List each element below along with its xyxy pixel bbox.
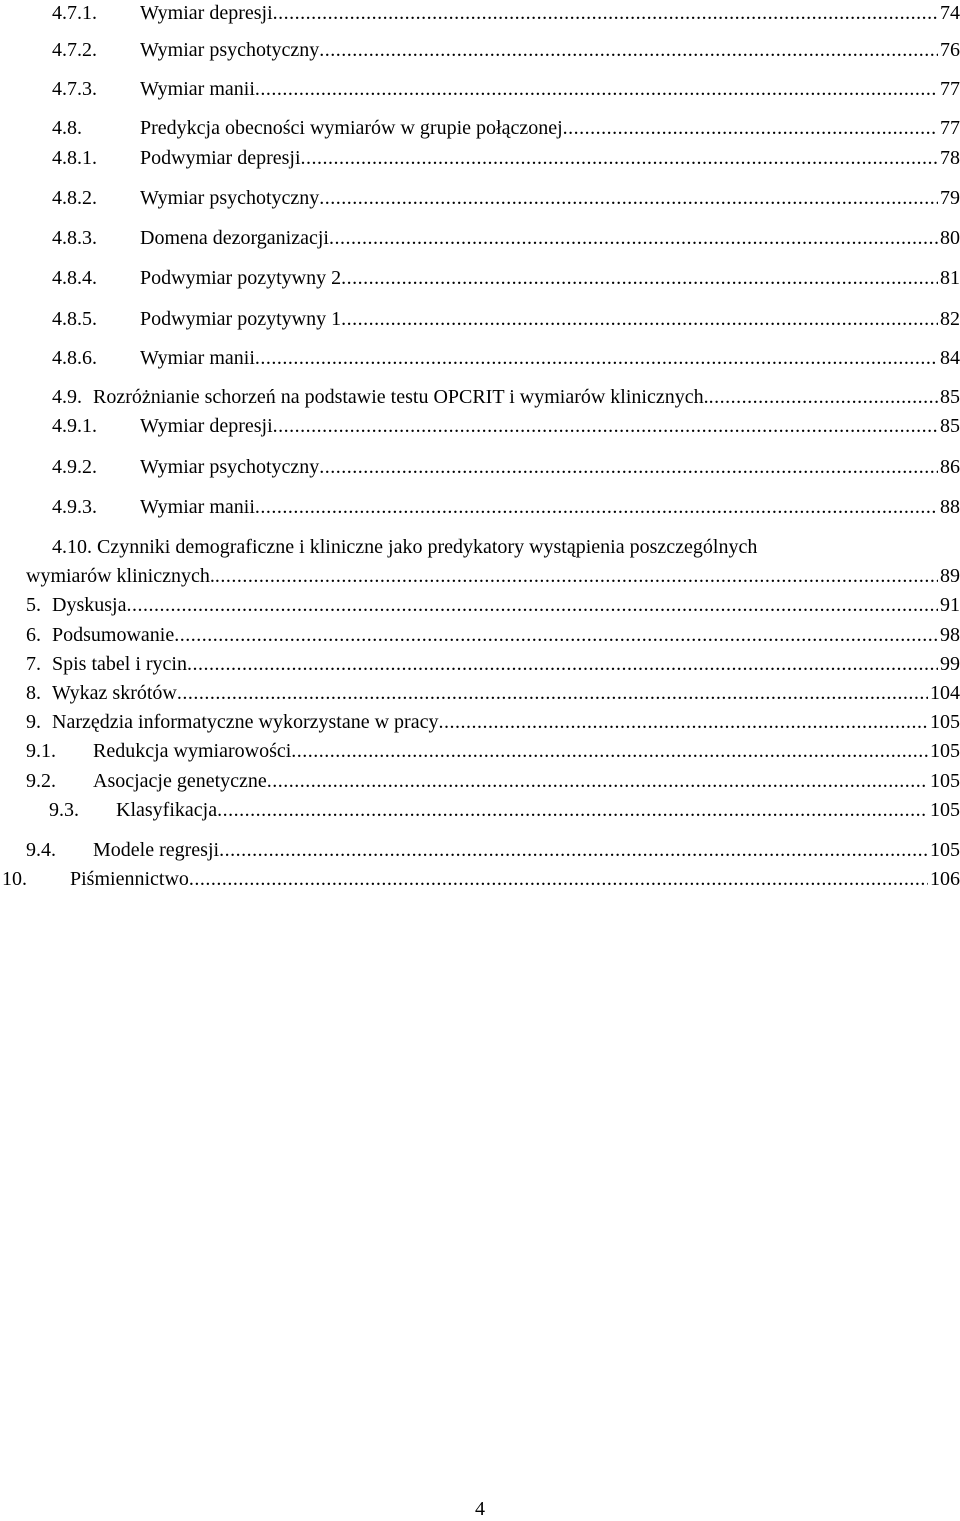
- dot-leader: [273, 413, 938, 439]
- toc-number: 4.9.2.: [52, 456, 97, 478]
- toc-title-continuation: wymiarów klinicznych.: [26, 565, 215, 587]
- toc-title: Wymiar manii: [140, 496, 255, 518]
- toc-number: 4.9.3.: [52, 496, 97, 518]
- toc-entry[interactable]: [0, 413, 960, 439]
- dot-leader: [319, 37, 938, 63]
- toc-entry[interactable]: [0, 738, 960, 764]
- toc-title: Podsumowanie: [52, 624, 175, 646]
- toc-number: 4.7.2.: [52, 39, 97, 61]
- toc-title: Asocjacje genetyczne: [93, 770, 267, 792]
- toc-page-number: 98: [940, 624, 960, 646]
- toc-page-number: 88: [940, 496, 960, 518]
- toc-title: Wymiar manii: [140, 78, 255, 100]
- toc-number: 7.: [26, 653, 41, 675]
- toc-title: Wymiar depresji: [140, 2, 273, 24]
- toc-page-number: 76: [940, 39, 960, 61]
- toc-page-number: 104: [930, 682, 960, 704]
- toc-number: 4.8.5.: [52, 308, 97, 330]
- toc-title: Czynniki demograficzne i kliniczne jako predykatory wystąpienia poszczególnych: [97, 536, 758, 558]
- toc-entry[interactable]: [0, 306, 960, 332]
- toc-number: 4.7.3.: [52, 78, 97, 100]
- toc-number: 6.: [26, 624, 41, 646]
- toc-number: 4.8.3.: [52, 227, 97, 249]
- toc-entry[interactable]: [0, 592, 960, 618]
- toc-entry[interactable]: [0, 265, 960, 291]
- toc-entry[interactable]: [0, 651, 960, 677]
- toc-page-number: 105: [930, 839, 960, 861]
- dot-leader: [255, 494, 938, 520]
- toc-entry[interactable]: [0, 225, 960, 251]
- toc-title: Spis tabel i rycin: [52, 653, 187, 675]
- dot-leader: [319, 454, 938, 480]
- toc-entry[interactable]: [0, 37, 960, 63]
- toc-number: 9.3.: [49, 799, 79, 821]
- toc-page-number: 105: [930, 740, 960, 762]
- toc-number: 4.8.6.: [52, 347, 97, 369]
- toc-number: 4.7.1.: [52, 2, 97, 24]
- toc-page-number: 105: [930, 711, 960, 733]
- toc-entry[interactable]: [0, 0, 960, 26]
- dot-leader: [319, 185, 938, 211]
- dot-leader: [255, 76, 938, 102]
- dot-leader: [126, 592, 938, 618]
- dot-leader: [341, 306, 938, 332]
- toc-title: Podwymiar depresji: [140, 147, 301, 169]
- toc-number: 8.: [26, 682, 41, 704]
- toc-entry[interactable]: [0, 145, 960, 171]
- dot-leader: [301, 145, 938, 171]
- toc-number: 4.10.: [52, 536, 92, 558]
- toc-entry[interactable]: [0, 866, 960, 892]
- toc-number: 10.: [2, 868, 27, 890]
- dot-leader: [267, 768, 928, 794]
- toc-page-number: 77: [940, 78, 960, 100]
- toc-page-number: 86: [940, 456, 960, 478]
- dot-leader: [174, 622, 938, 648]
- toc-number: 4.8.: [52, 117, 82, 139]
- toc-page-number: 74: [940, 2, 960, 24]
- toc-title: Piśmiennictwo: [70, 868, 189, 890]
- toc-title: Wykaz skrótów: [52, 682, 177, 704]
- toc-entry[interactable]: [0, 797, 960, 823]
- dot-leader: [187, 651, 938, 677]
- toc-entry[interactable]: [0, 534, 960, 560]
- dot-leader: [217, 797, 928, 823]
- toc-entry[interactable]: [0, 837, 960, 863]
- toc-page-number: 99: [940, 653, 960, 675]
- toc-page-number: 77: [940, 117, 960, 139]
- toc-page-number: 85: [940, 415, 960, 437]
- toc-number: 4.9.1.: [52, 415, 97, 437]
- toc-page-number: 85: [940, 386, 960, 408]
- dot-leader: [341, 265, 938, 291]
- toc-number: 9.2.: [26, 770, 56, 792]
- toc-entry[interactable]: [0, 345, 960, 371]
- toc-page-number: 84: [940, 347, 960, 369]
- toc-number: 5.: [26, 594, 41, 616]
- toc-title: Wymiar psychotyczny: [140, 39, 320, 61]
- toc-entry[interactable]: [0, 494, 960, 520]
- toc-number: 9.1.: [26, 740, 56, 762]
- toc-entry-continuation[interactable]: [0, 563, 960, 589]
- dot-leader: [273, 0, 938, 26]
- toc-page-number: 89: [940, 565, 960, 587]
- toc-page-number: 105: [930, 770, 960, 792]
- toc-entry[interactable]: [0, 622, 960, 648]
- toc-entry[interactable]: [0, 185, 960, 211]
- dot-leader: [709, 384, 938, 410]
- toc-page-number: 105: [930, 799, 960, 821]
- toc-title: Wymiar manii: [140, 347, 255, 369]
- dot-leader: [177, 680, 928, 706]
- toc-title: Wymiar depresji: [140, 415, 273, 437]
- toc-number: 4.8.2.: [52, 187, 97, 209]
- page-number-footer: 4: [475, 1498, 485, 1520]
- dot-leader: [255, 345, 938, 371]
- toc-title: Podwymiar pozytywny 1: [140, 308, 342, 330]
- dot-leader: [219, 837, 928, 863]
- toc-entry[interactable]: [0, 680, 960, 706]
- toc-title: Narzędzia informatyczne wykorzystane w pracy: [52, 711, 439, 733]
- toc-entry[interactable]: [0, 115, 960, 141]
- toc-page-number: 78: [940, 147, 960, 169]
- toc-title: Klasyfikacja: [116, 799, 218, 821]
- toc-title: Dyskusja: [52, 594, 127, 616]
- dot-leader: [329, 225, 938, 251]
- toc-page-number: 79: [940, 187, 960, 209]
- dot-leader: [189, 866, 928, 892]
- toc-page-number: 81: [940, 267, 960, 289]
- dot-leader: [563, 115, 938, 141]
- toc-entry[interactable]: [0, 454, 960, 480]
- toc-entry[interactable]: [0, 768, 960, 794]
- toc-number: 4.9.: [52, 386, 82, 408]
- toc-entry[interactable]: [0, 76, 960, 102]
- toc-title: Predykcja obecności wymiarów w grupie połączonej: [140, 117, 563, 139]
- toc-number: 9.: [26, 711, 41, 733]
- toc-number: 4.8.4.: [52, 267, 97, 289]
- toc-number: 9.4.: [26, 839, 56, 861]
- toc-page-number: 82: [940, 308, 960, 330]
- dot-leader: [291, 738, 928, 764]
- toc-entry[interactable]: [0, 709, 960, 735]
- toc-title: Wymiar psychotyczny: [140, 187, 320, 209]
- toc-page-number: 80: [940, 227, 960, 249]
- toc-title: Rozróżnianie schorzeń na podstawie testu OPCRIT i wymiarów klinicznych.: [93, 386, 709, 408]
- toc-title: Wymiar psychotyczny: [140, 456, 320, 478]
- toc-entry[interactable]: [0, 384, 960, 410]
- toc-page-number: 106: [930, 868, 960, 890]
- dot-leader: [438, 709, 928, 735]
- toc-title: Modele regresji: [93, 839, 220, 861]
- dot-leader: [215, 563, 938, 589]
- toc-number: 4.8.1.: [52, 147, 97, 169]
- toc-title: Redukcja wymiarowości: [93, 740, 292, 762]
- toc-title: Domena dezorganizacji: [140, 227, 329, 249]
- toc-page-number: 91: [940, 594, 960, 616]
- toc-title: Podwymiar pozytywny 2: [140, 267, 342, 289]
